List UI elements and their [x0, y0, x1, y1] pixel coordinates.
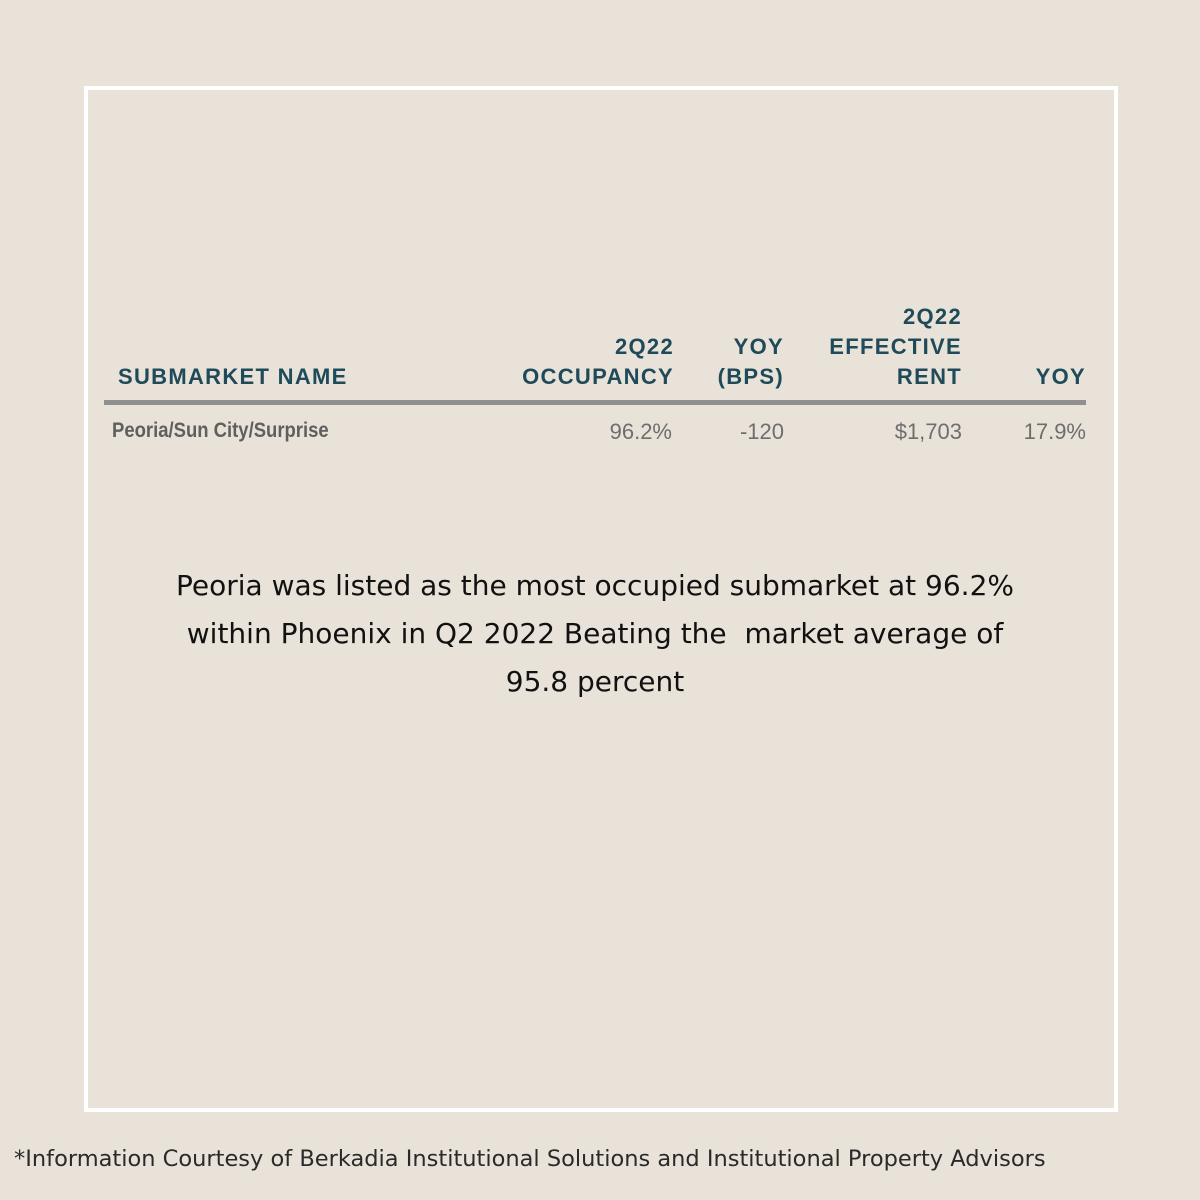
table-row — [104, 405, 1086, 465]
header-line: 2Q22 — [614, 334, 674, 359]
header-line: OCCUPANCY — [522, 364, 674, 389]
header-line: 2Q22 — [902, 304, 962, 329]
header-yoy-bps — [718, 332, 784, 392]
submarket-table — [104, 304, 1086, 465]
header-line: YOY — [1035, 364, 1086, 389]
header-effective-rent — [829, 302, 962, 392]
cell-yoy: 17.9% — [1023, 419, 1086, 444]
header-line: SUBMARKET NAME — [118, 364, 348, 389]
cell-submarket-name: Peoria/Sun City/Surprise — [112, 419, 329, 442]
table-header-row — [104, 304, 1086, 405]
source-credit: *Information Courtesy of Berkadia Institutional Solutions and Institutional Property Advisors — [14, 1146, 1046, 1172]
cell-effective-rent: $1,703 — [894, 419, 962, 444]
header-line: (BPS) — [717, 364, 784, 389]
cell-yoy-bps: -120 — [739, 419, 784, 444]
header-yoy — [1036, 362, 1086, 392]
header-submarket-name — [118, 362, 348, 392]
header-line: RENT — [896, 364, 962, 389]
caption-line: 95.8 percent — [505, 665, 685, 698]
cell-occupancy: 96.2% — [609, 419, 672, 444]
caption-line: within Phoenix in Q2 2022 Beating the market average of — [186, 617, 1004, 650]
header-line: EFFECTIVE — [829, 334, 962, 359]
header-occupancy — [522, 332, 674, 392]
summary-caption — [100, 562, 1090, 706]
header-line: YOY — [733, 334, 784, 359]
caption-line: Peoria was listed as the most occupied submarket at 96.2% — [175, 569, 1015, 602]
